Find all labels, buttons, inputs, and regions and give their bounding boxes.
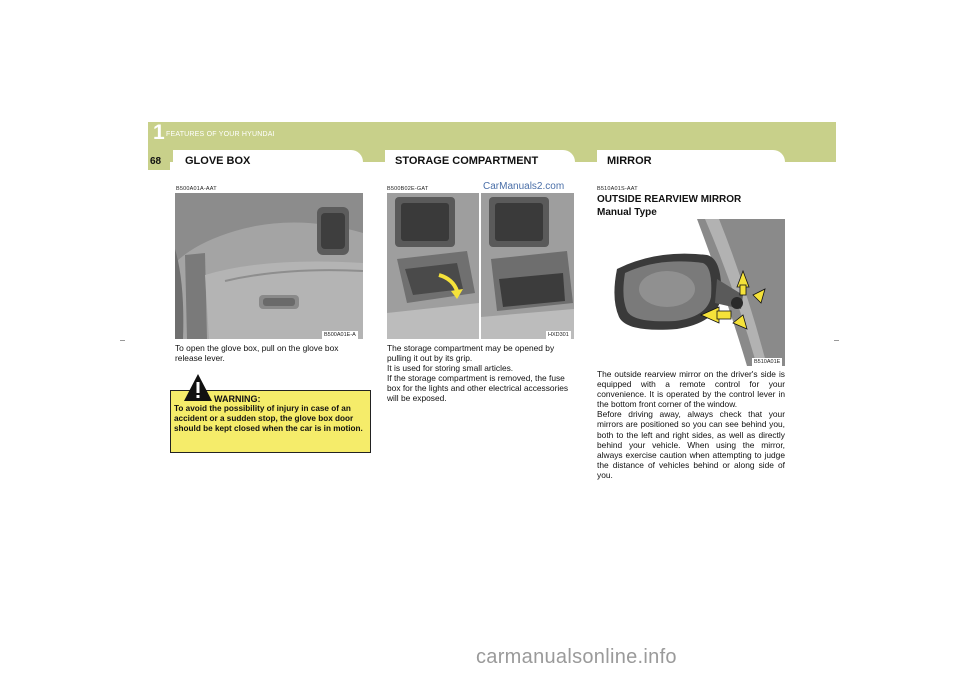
- watermark-top: CarManuals2.com: [483, 181, 565, 192]
- chapter-number: 1: [153, 121, 165, 144]
- glove-box-illustration: [175, 193, 363, 339]
- warning-exclamation-icon: [183, 373, 213, 403]
- storage-code: B500B02E-GAT: [387, 186, 429, 192]
- mirror-code: B510A01S-AAT: [597, 186, 638, 192]
- section-title-storage: STORAGE COMPARTMENT: [395, 155, 539, 167]
- warning-heading: WARNING:: [214, 394, 261, 404]
- mirror-heading: OUTSIDE REARVIEW MIRROR: [597, 194, 742, 205]
- left-edge-tick: [120, 340, 125, 341]
- page-number: 68: [150, 156, 162, 167]
- glove-box-image-caption: B500A01E-A: [324, 332, 356, 338]
- section-tab-glove-box: [173, 150, 363, 172]
- storage-body: The storage compartment may be opened by pulling it out by its grip. It is used for storing small articles. If the storage compartment is removed, the fuse box for the lights and other electrical accessories will be exposed.: [387, 343, 569, 404]
- storage-image-caption: HXD301: [548, 332, 569, 338]
- warning-text: To avoid the possibility of injury in case of an accident or a sudden stop, the glove box door should be kept closed when the car is in motion.: [174, 404, 363, 433]
- right-edge-tick: [834, 340, 839, 341]
- watermark-bottom: carmanualsonline.info: [476, 646, 677, 668]
- mirror-photo: [597, 219, 785, 366]
- section-tab-storage: [385, 150, 575, 172]
- chapter-title: FEATURES OF YOUR HYUNDAI: [166, 131, 275, 138]
- glove-box-body: To open the glove box, pull on the glove box release lever.: [175, 343, 339, 364]
- mirror-body: The outside rearview mirror on the driver's side is equipped with a remote control for your convenience. It is operated by the control lever in the bottom front corner of the window. Before driving away, always check that your mirrors are positioned so you can see behind you, both to the left and right sides, as well as directly behind your vehicle. When using the mirror, always exercise caution when attempting to judge the distance of vehicles behind or along side of you.: [597, 369, 785, 480]
- mirror-illustration: [597, 219, 785, 366]
- storage-photo: [387, 193, 574, 339]
- section-title-mirror: MIRROR: [607, 155, 652, 167]
- section-tab-mirror: [597, 150, 785, 172]
- glove-box-code: B500A01A-AAT: [176, 186, 217, 192]
- glove-box-photo: [175, 193, 363, 339]
- storage-illustration: [387, 193, 574, 339]
- mirror-subheading: Manual Type: [597, 207, 657, 218]
- mirror-image-caption: B510A01E: [754, 359, 781, 365]
- section-title-glove-box: GLOVE BOX: [185, 155, 251, 167]
